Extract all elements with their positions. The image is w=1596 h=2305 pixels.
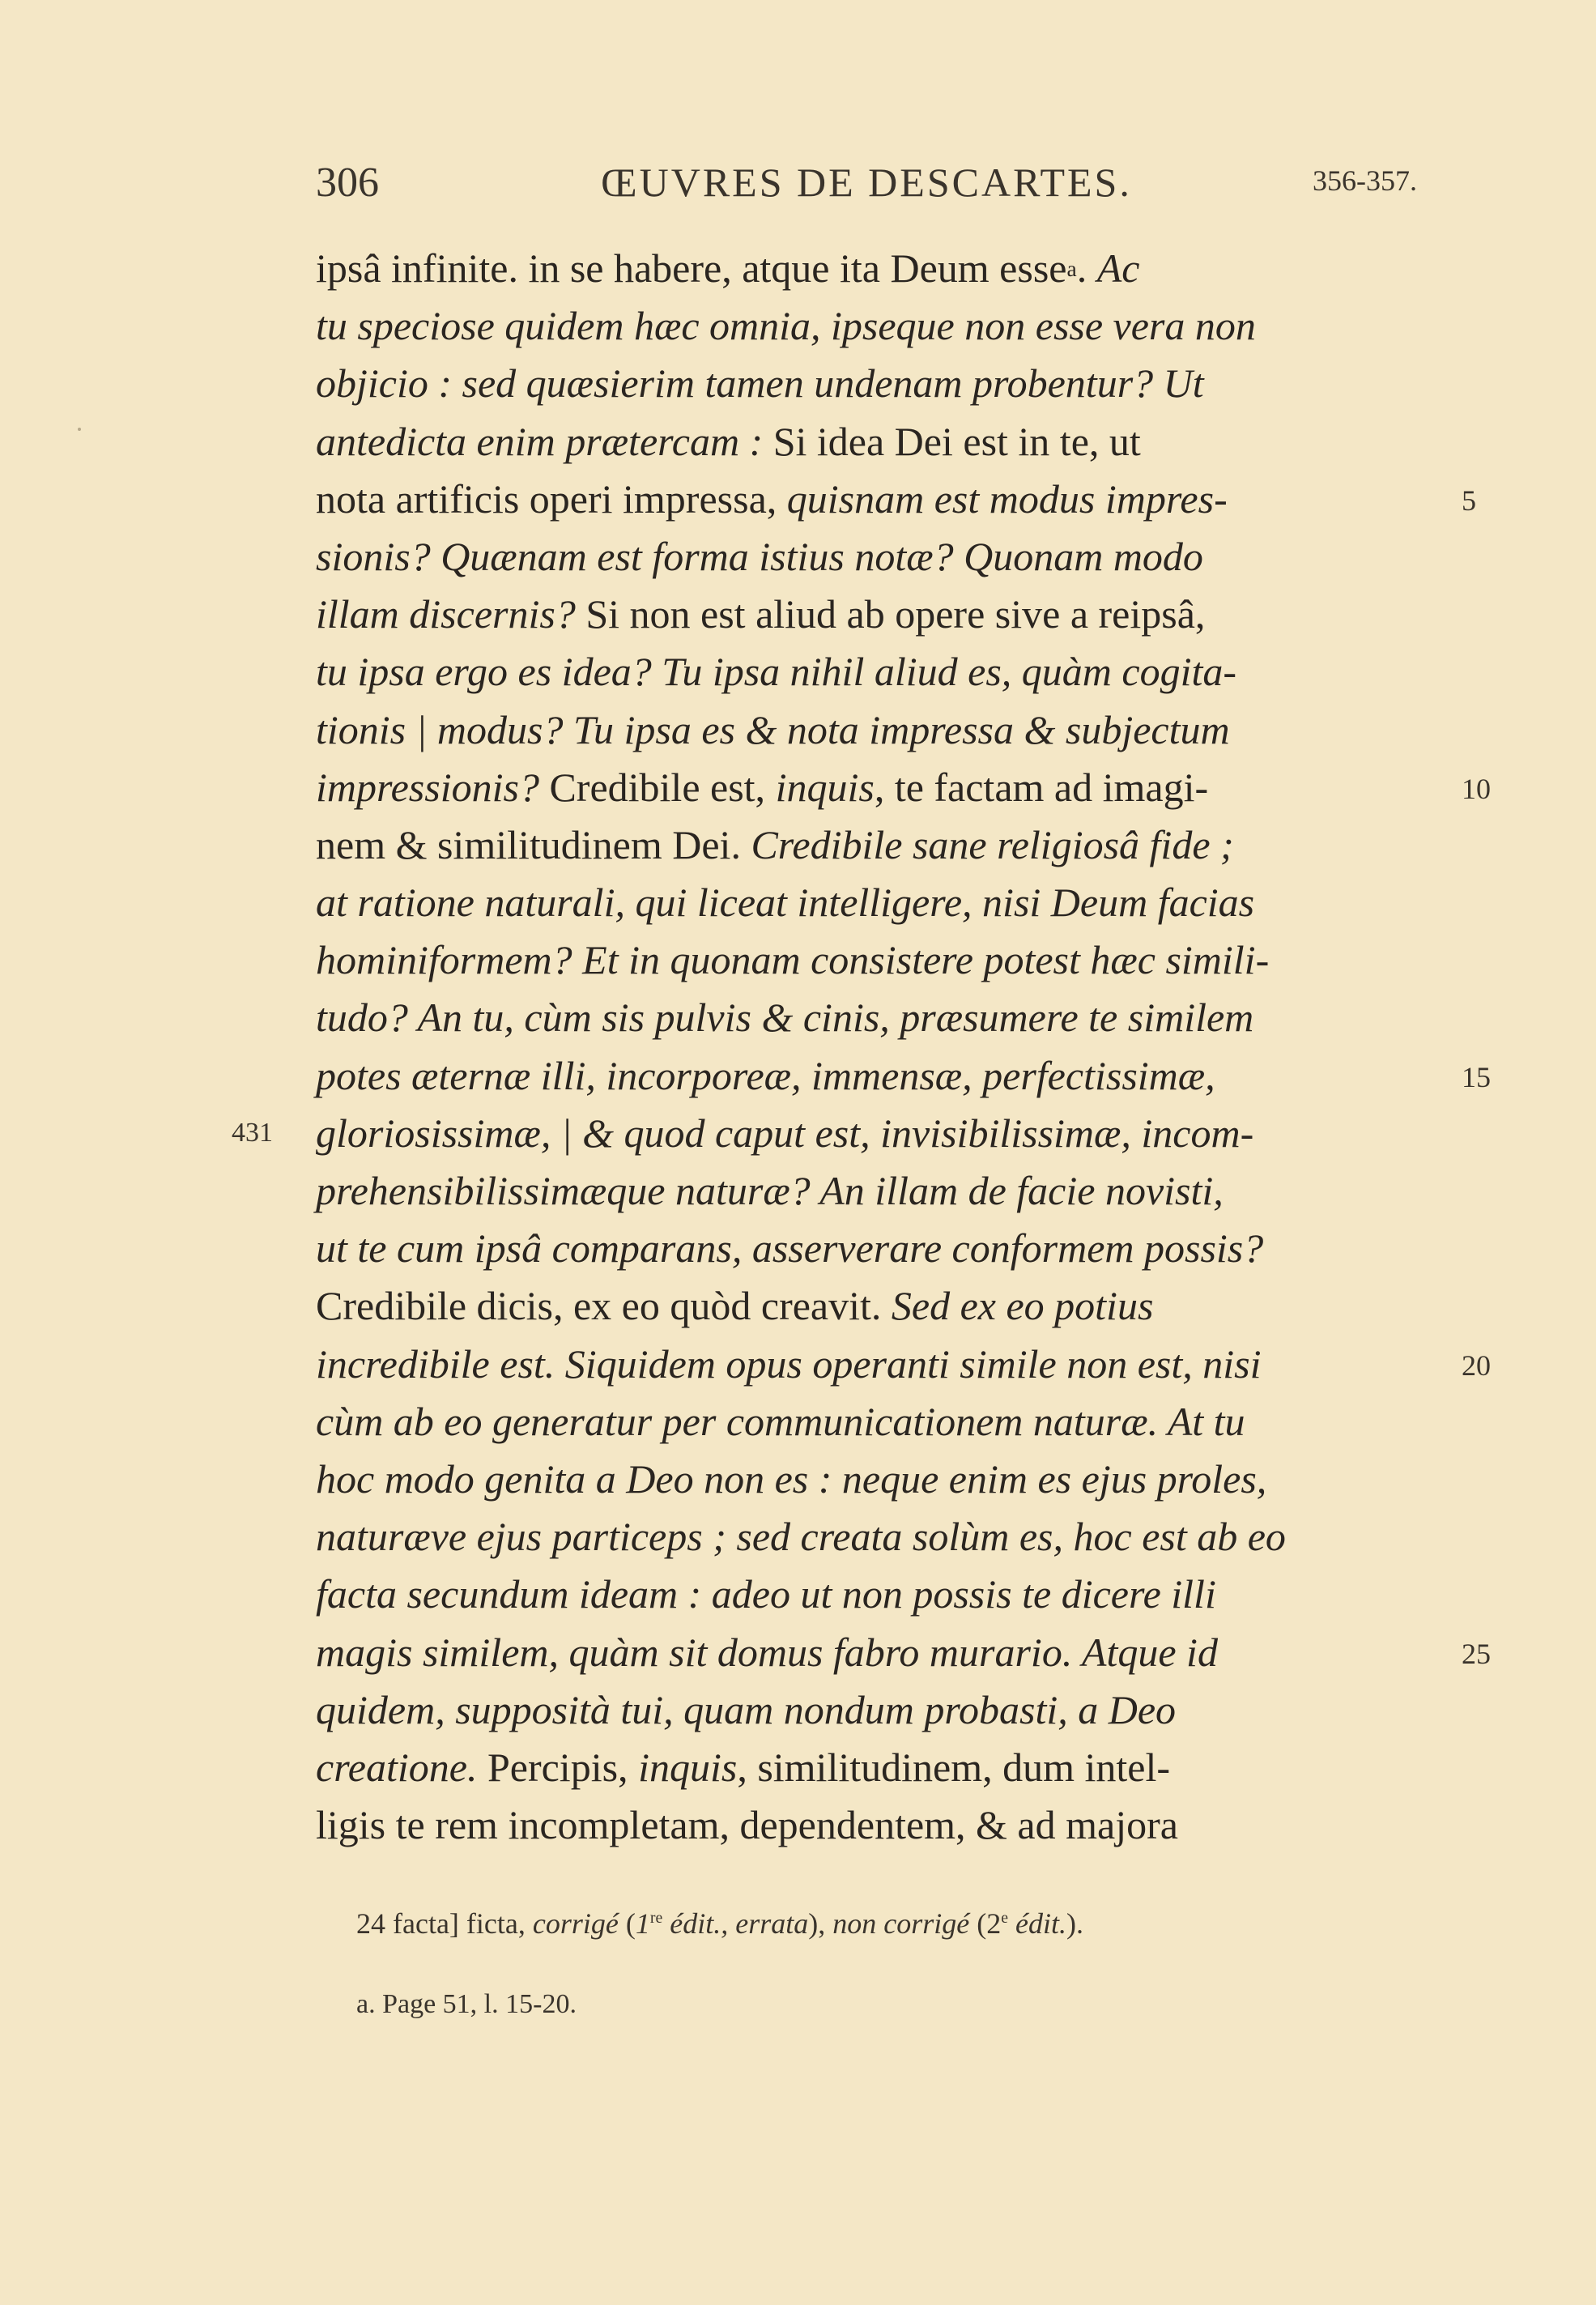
text-segment: tu ipsa ergo es idea? Tu ipsa nihil aliud es, quàm cogita- xyxy=(316,649,1237,695)
text-segment: incredibile est. Siquidem opus operanti simile non est, nisi xyxy=(316,1340,1262,1387)
text-segment: quidem, supposità tui, quam nondum probasti, a Deo xyxy=(316,1686,1177,1732)
text-line xyxy=(316,1508,1414,1566)
text-line xyxy=(316,1047,1414,1105)
text-line xyxy=(316,701,1414,759)
text-line xyxy=(316,1451,1414,1508)
text-line xyxy=(316,1162,1414,1220)
text-segment: e xyxy=(1001,1909,1008,1927)
text-segment: magis similem, quàm sit domus fabro murario. Atque id xyxy=(316,1629,1218,1675)
text-segment: facta secundum ideam : adeo ut non possis te dicere illi xyxy=(316,1571,1216,1617)
text-line xyxy=(316,413,1414,471)
text-segment: sionis? Quænam est forma istius notæ? Quonam modo xyxy=(316,533,1203,579)
text-segment: Sed ex eo potius xyxy=(891,1283,1154,1329)
line-number: 15 xyxy=(1462,1060,1491,1093)
text-segment: creatione. xyxy=(316,1744,487,1790)
line-number: 10 xyxy=(1462,772,1491,805)
text-segment: non corrigé xyxy=(832,1907,970,1940)
text-line xyxy=(316,471,1414,528)
text-segment: ipsâ infinite. in se habere, atque ita Deum esse xyxy=(316,245,1067,291)
text-line xyxy=(316,297,1414,355)
text-segment: objicio : sed quæsierim tamen undenam probentur? Ut xyxy=(316,360,1204,407)
text-segment: Si idea Dei est in te, ut xyxy=(772,418,1141,464)
text-segment: potes æternæ illi, incorporeæ, immensæ, perfectissimæ, xyxy=(316,1052,1215,1098)
text-segment: hominiformem? Et in quonam consistere potest hæc simili- xyxy=(316,937,1270,983)
text-line xyxy=(316,1393,1414,1451)
line-number: 20 xyxy=(1462,1348,1491,1382)
text-segment: 1 xyxy=(635,1907,650,1940)
text-segment: ligis te rem incompletam, dependentem, & ad majora xyxy=(316,1802,1178,1848)
text-line xyxy=(316,989,1414,1046)
text-line xyxy=(316,240,1414,297)
footnote-source: a. Page 51, l. 15-20. xyxy=(356,1989,577,2019)
text-line xyxy=(316,1739,1414,1796)
text-segment: cùm ab eo generatur per communicationem naturæ. At tu xyxy=(316,1398,1245,1444)
text-segment: illam discernis? xyxy=(316,591,586,637)
page-range: 356-357. xyxy=(1313,164,1417,197)
text-segment: nota artificis operi impressa, xyxy=(316,475,787,522)
text-line xyxy=(316,1624,1414,1681)
text-segment: ut te cum ipsâ comparans, asserverare conformem possis? xyxy=(316,1225,1264,1272)
text-segment: Credibile dicis, ex eo quòd creavit. xyxy=(316,1283,892,1329)
text-segment: ), xyxy=(808,1907,833,1940)
text-line xyxy=(316,1566,1414,1623)
text-line xyxy=(316,1681,1414,1739)
text-segment: gloriosissimæ, | & quod caput est, invisibilissimæ, incom- xyxy=(316,1110,1254,1156)
text-line xyxy=(316,1220,1414,1277)
text-line xyxy=(316,759,1414,816)
page-header xyxy=(316,159,1417,215)
line-number: 5 xyxy=(1462,484,1476,517)
text-segment: édit., errata xyxy=(662,1907,809,1940)
text-segment: , similitudinem, dum intel- xyxy=(737,1744,1171,1790)
text-segment: Percipis, xyxy=(487,1744,639,1790)
text-segment: Si non est aliud ab opere sive a reipsâ, xyxy=(585,591,1206,637)
text-line xyxy=(316,528,1414,586)
text-segment: naturæve ejus particeps ; sed creata solùm es, hoc est ab eo xyxy=(316,1514,1286,1560)
text-segment: , te factam ad imagi- xyxy=(874,764,1209,810)
text-line xyxy=(316,1796,1414,1854)
footnotes xyxy=(356,1897,1425,2026)
text-line xyxy=(316,1105,1414,1162)
running-title: ŒUVRES DE DESCARTES. xyxy=(601,160,1132,205)
text-segment: corrigé xyxy=(532,1907,619,1940)
text-line xyxy=(316,931,1414,989)
text-segment: hoc modo genita a Deo non es : neque enim es ejus proles, xyxy=(316,1455,1267,1502)
text-segment: prehensibilissimæque naturæ? An illam de facie novisti, xyxy=(316,1168,1224,1213)
text-segment: ( xyxy=(618,1907,636,1940)
text-segment: at ratione naturali, qui liceat intelligere, nisi Deum facias xyxy=(316,880,1255,926)
text-line xyxy=(316,1277,1414,1335)
text-segment: . xyxy=(1076,245,1097,291)
text-segment: inquis xyxy=(638,1744,738,1790)
paper-speck xyxy=(78,428,81,431)
text-segment: a xyxy=(1066,256,1077,281)
page-number: 306 xyxy=(316,160,379,206)
text-line xyxy=(316,586,1414,643)
line-number: 25 xyxy=(1462,1637,1491,1670)
text-segment: Ac xyxy=(1096,245,1140,291)
text-segment: (2 xyxy=(969,1907,1002,1940)
text-line xyxy=(316,816,1414,874)
text-segment: impressionis? xyxy=(316,764,550,810)
text-segment: tudo? An tu, cùm sis pulvis & cinis, præsumere te similem xyxy=(316,995,1254,1041)
text-segment: nem & similitudinem Dei. xyxy=(316,821,751,867)
text-segment: re xyxy=(649,1909,663,1927)
text-segment: quisnam est modus impres- xyxy=(786,475,1228,522)
original-edition-page-ref: 431 xyxy=(232,1118,273,1148)
footnote-variant xyxy=(356,1897,1425,1945)
text-segment: 24 facta] ficta, xyxy=(356,1907,533,1940)
text-segment: inquis xyxy=(775,764,875,810)
text-segment: tionis | modus? Tu ipsa es & nota impressa & subjectum xyxy=(316,706,1230,752)
text-line xyxy=(316,643,1414,701)
text-line xyxy=(316,874,1414,931)
text-segment: antedicta enim prætercam : xyxy=(316,418,773,464)
text-segment: Credibile est, xyxy=(549,764,776,810)
text-segment: Credibile sane religiosâ fide ; xyxy=(751,821,1234,867)
text-line xyxy=(316,355,1414,412)
text-segment: ). xyxy=(1066,1907,1083,1940)
text-segment: édit. xyxy=(1007,1907,1066,1940)
text-line xyxy=(316,1336,1414,1393)
text-segment: tu speciose quidem hæc omnia, ipseque non esse vera non xyxy=(316,303,1256,349)
body-text xyxy=(316,240,1414,1854)
